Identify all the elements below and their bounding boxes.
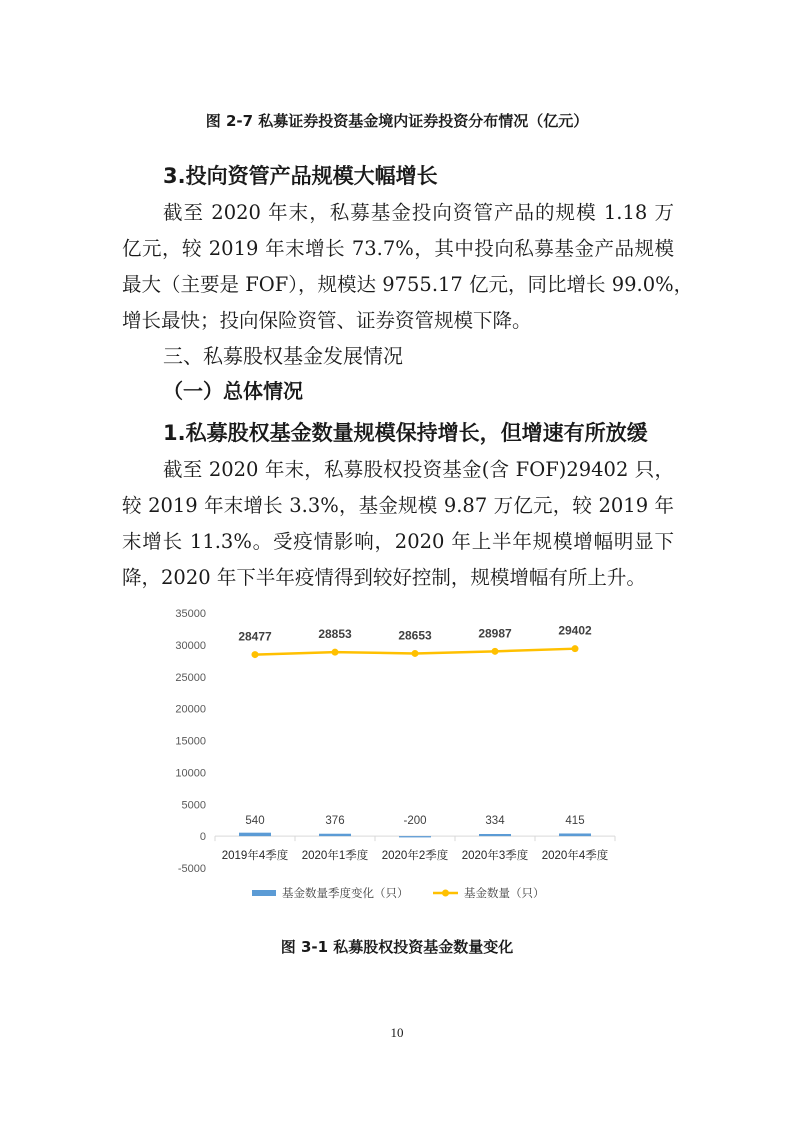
bar-data-label: 540 bbox=[245, 815, 265, 828]
line-point bbox=[252, 651, 259, 658]
line-data-label: 28853 bbox=[318, 627, 352, 642]
figure-caption-2-7: 图 2-7 私募证券投资基金境内证券投资分布情况（亿元） bbox=[205, 112, 589, 130]
y-tick-label: -5000 bbox=[177, 863, 206, 875]
paragraph-line: 降，2020 年下半年疫情得到较好控制，规模增幅有所上升。 bbox=[122, 566, 646, 589]
paragraph-line: 最大（主要是 FOF），规模达 9755.17 亿元，同比增长 99.0%， bbox=[122, 273, 694, 296]
paragraph-line: 增长最快；投向保险资管、证券资管规模下降。 bbox=[122, 309, 532, 332]
y-tick-label: 25000 bbox=[175, 671, 206, 684]
legend-label: 基金数量（只） bbox=[464, 888, 545, 900]
bar bbox=[239, 833, 271, 836]
legend-bar-swatch bbox=[252, 890, 276, 896]
paragraph-line: 末增长 11.3%。受疫情影响，2020 年上半年规模增幅明显下 bbox=[122, 530, 674, 553]
x-tick-label: 2020年4季度 bbox=[541, 850, 609, 863]
x-tick-label: 2020年3季度 bbox=[461, 850, 529, 863]
bar-data-label: 334 bbox=[485, 815, 505, 828]
heading-asset-management-products: 3.投向资管产品规模大幅增长 bbox=[163, 164, 438, 188]
bar-data-label: 415 bbox=[565, 815, 585, 828]
figure-caption-3-1: 图 3-1 私募股权投资基金数量变化 bbox=[280, 938, 514, 956]
x-tick-label: 2020年2季度 bbox=[381, 850, 449, 863]
y-tick-label: 10000 bbox=[175, 767, 206, 780]
x-tick-label: 2019年4季度 bbox=[221, 850, 289, 863]
line-data-label: 28653 bbox=[398, 628, 432, 643]
bar bbox=[319, 834, 351, 836]
line-point bbox=[332, 649, 339, 656]
paragraph-line: 亿元，较 2019 年末增长 73.7%，其中投向私募基金产品规模 bbox=[122, 237, 674, 260]
bar bbox=[559, 833, 591, 836]
line-data-label: 28477 bbox=[238, 629, 272, 644]
bar bbox=[399, 836, 431, 837]
x-tick-label: 2020年1季度 bbox=[301, 850, 369, 863]
y-tick-label: 20000 bbox=[175, 703, 206, 716]
line-data-label: 29402 bbox=[558, 623, 592, 638]
page-number: 10 bbox=[390, 1025, 404, 1040]
paragraph-line: 截至 2020 年末，私募基金投向资管产品的规模 1.18 万 bbox=[163, 201, 674, 224]
heading-overall-situation: （一）总体情况 bbox=[163, 379, 303, 403]
y-tick-label: 0 bbox=[199, 831, 206, 844]
heading-private-equity-development: 三、私募股权基金发展情况 bbox=[163, 344, 403, 368]
paragraph-line: 截至 2020 年末，私募股权投资基金(含 FOF)29402 只， bbox=[163, 458, 674, 481]
heading-private-equity-growth: 1.私募股权基金数量规模保持增长，但增速有所放缓 bbox=[163, 421, 648, 445]
paragraph-line: 较 2019 年末增长 3.3%，基金规模 9.87 万亿元，较 2019 年 bbox=[122, 494, 674, 517]
bar-data-label: 376 bbox=[325, 815, 345, 828]
line-point bbox=[412, 650, 419, 657]
bar bbox=[479, 834, 511, 836]
line-point bbox=[572, 645, 579, 652]
bar-data-label: -200 bbox=[403, 815, 427, 828]
legend-line-marker bbox=[442, 890, 449, 897]
line-data-label: 28987 bbox=[478, 626, 512, 641]
y-tick-label: 30000 bbox=[175, 639, 206, 652]
legend-label: 基金数量季度变化（只） bbox=[282, 888, 409, 900]
y-tick-label: 5000 bbox=[181, 799, 206, 812]
line-point bbox=[492, 648, 499, 655]
y-tick-label: 35000 bbox=[175, 608, 206, 620]
y-tick-label: 15000 bbox=[175, 735, 206, 748]
